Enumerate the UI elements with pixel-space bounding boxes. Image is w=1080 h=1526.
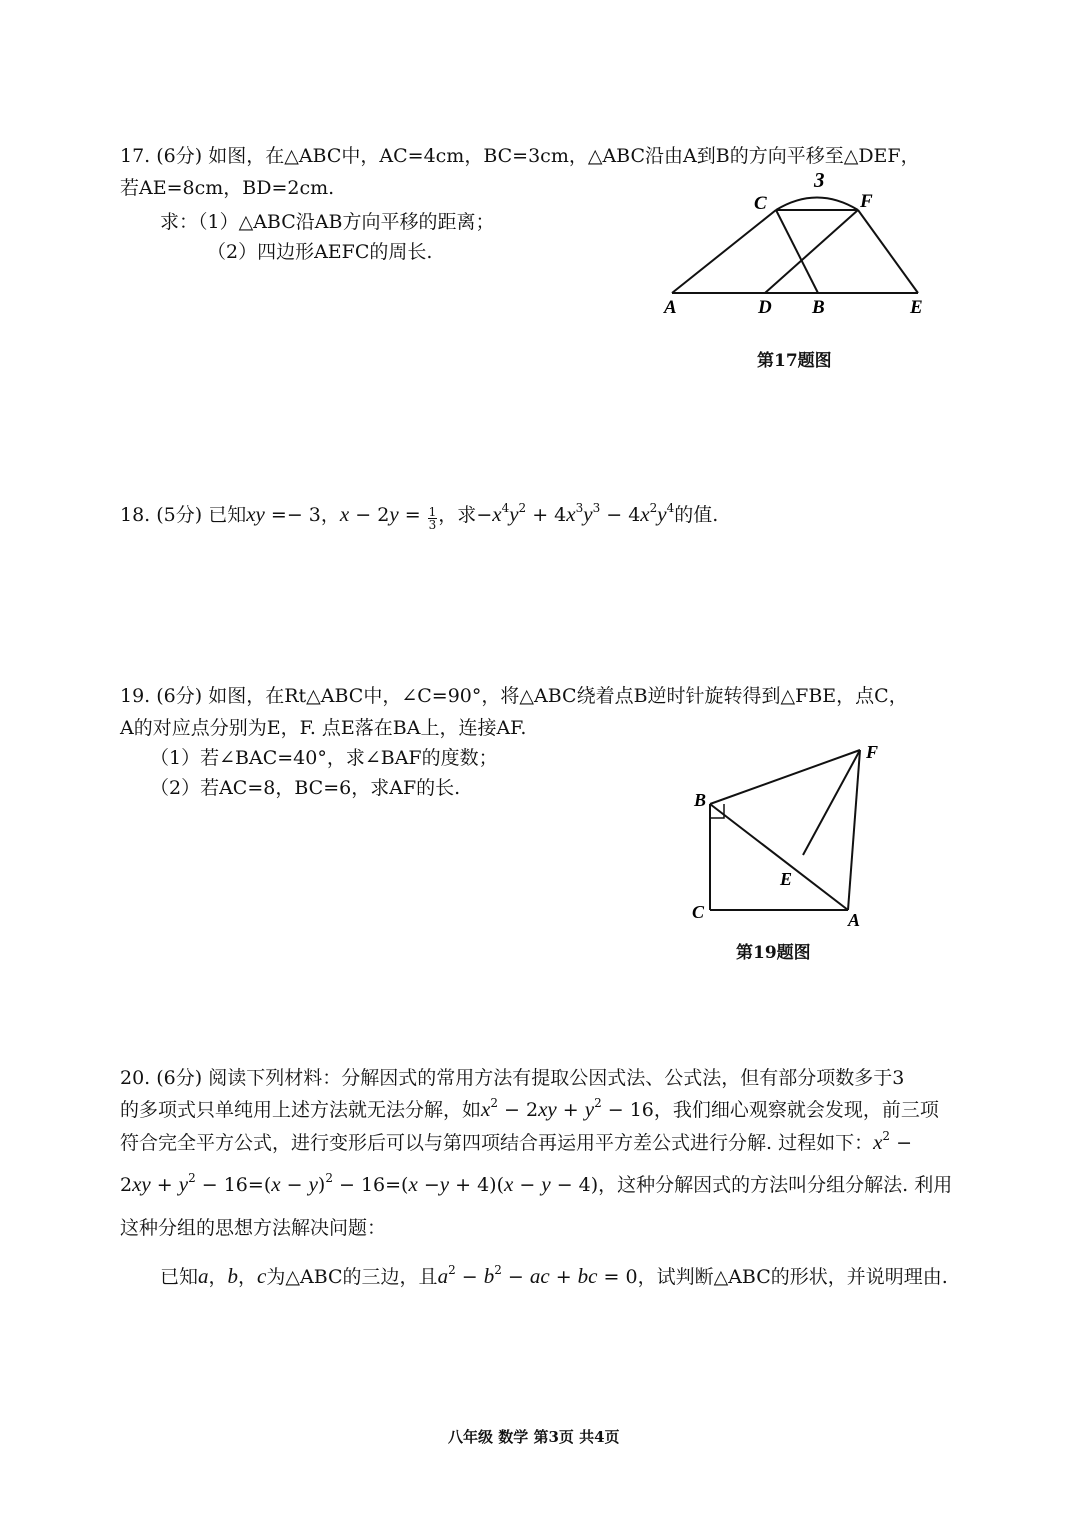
label-b: B <box>694 790 707 810</box>
segment-ac <box>672 210 776 293</box>
fraction-one-third: $\frac{1}{3}$ <box>428 505 437 532</box>
q20-line1: 20. (6分) 阅读下列材料：分解因式的常用方法有提取公因式法、公式法，但有部分项数多于3 <box>120 1067 905 1089</box>
label-b: B <box>812 297 825 318</box>
label-c: C <box>754 193 767 214</box>
q17-caption: 第17题图 <box>757 351 832 371</box>
q17-ask1: 求：（1）△ABC沿AB方向平移的距离； <box>160 211 495 233</box>
label-e: E <box>780 869 793 889</box>
q19-line2: A的对应点分别为E，F. 点E落在BA上，连接AF. <box>120 717 527 739</box>
q20-line4: $2xy + y^2 - 16=(x - y)^2 - 16=(x -y + 4)(x - y - 4)$，这种分解因式的方法叫分组分解法. 利用 <box>120 1171 953 1196</box>
label-e: E <box>910 297 923 318</box>
label-c: C <box>692 902 705 922</box>
q20-line5: 这种分组的思想方法解决问题： <box>120 1217 387 1239</box>
q20-line3: 符合完全平方公式，进行变形后可以与第四项结合再运用平方差公式进行分解. 过程如下：$x^2$ − <box>120 1129 913 1154</box>
q17-figure <box>640 165 960 345</box>
q17-line1: 17. (6分) 如图，在△ABC中，AC=4cm，BC=3cm，△ABC沿由A到B的方向平移至△DEF， <box>120 145 920 167</box>
q19-caption: 第19题图 <box>736 943 811 963</box>
page-footer: 八年级 数学 第3页 共4页 <box>448 1428 620 1446</box>
q17-ask2: （2）四边形AEFC的周长. <box>207 241 433 263</box>
segment-fa <box>848 750 860 910</box>
q18-line: 18. (5分) 已知xy =− 3，x − 2y = $\frac{1}{3}$ ，求$-x^4y^2 + 4x^3y^3 - 4x^2y^4$的值. <box>120 501 719 532</box>
segment-bf <box>710 750 860 804</box>
q17-line2: 若AE=8cm，BD=2cm. <box>120 177 335 199</box>
q19-line1: 19. (6分) 如图，在Rt△ABC中，∠C=90°，将△ABC绕着点B逆时针旋转得到△FBE，点C， <box>120 685 908 707</box>
segment-fe <box>803 750 860 855</box>
q20-line2: 的多项式只单纯用上述方法就无法分解，如$x^2 - 2xy + y^2 - 16$，我们细心观察就会发现，前三项 <box>120 1096 939 1121</box>
handwritten-note: 3 <box>814 168 825 192</box>
segment-fe <box>858 210 918 293</box>
handwritten-arc <box>776 198 858 211</box>
label-f: F <box>866 742 879 762</box>
q19-ask2: （2）若AC=8，BC=6，求AF的长. <box>150 777 461 799</box>
label-d: D <box>758 297 772 318</box>
q20-line6: 已知a，b，c为△ABC的三边，且$a^2 - b^2$ − ac + bc = 0，试判断△ABC的形状，并说明理由. <box>160 1263 948 1288</box>
label-a: A <box>848 910 861 930</box>
label-a: A <box>664 297 677 318</box>
label-f: F <box>860 191 873 212</box>
segment-ba <box>710 804 848 910</box>
q19-ask1: （1）若∠BAC=40°，求∠BAF的度数； <box>150 747 498 769</box>
q19-figure <box>680 730 900 940</box>
